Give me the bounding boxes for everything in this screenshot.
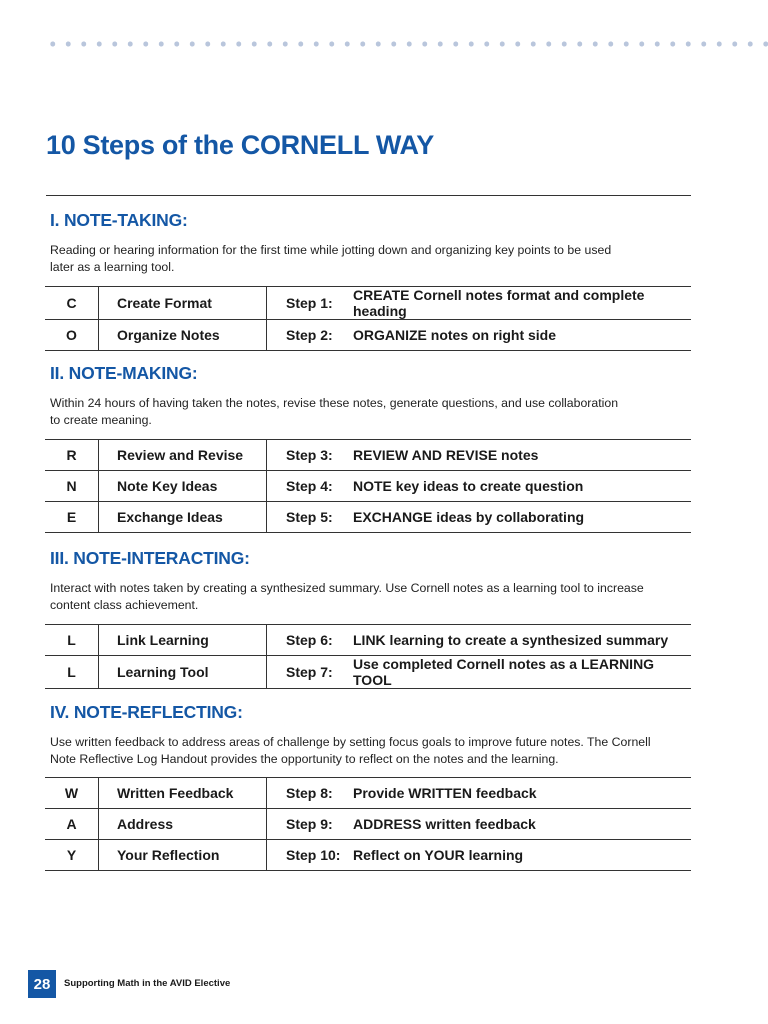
step-letter: W <box>45 778 99 809</box>
table-row <box>45 809 691 840</box>
step-letter: O <box>45 320 99 351</box>
step-description: REVIEW AND REVISE notes <box>353 440 691 471</box>
step-letter: N <box>45 471 99 502</box>
step-number: Step 3: <box>267 440 354 471</box>
step-number: Step 1: <box>267 287 354 320</box>
table-row <box>45 320 691 351</box>
section-description: Use written feedback to address areas of challenge by setting focus goals to improve future notes. The Cornell Note Reflective Log Handout provides the opportunity to reflect on the notes and the learning. <box>50 735 651 766</box>
steps-table-note-interacting <box>45 624 691 689</box>
step-name: Address <box>99 809 267 840</box>
table-row <box>45 656 691 689</box>
step-name: Review and Revise <box>99 440 267 471</box>
step-description: LINK learning to create a synthesized summary <box>353 625 691 656</box>
table-row <box>45 440 691 471</box>
step-name: Written Feedback <box>99 778 267 809</box>
step-number: Step 10: <box>267 840 354 871</box>
step-number: Step 7: <box>267 656 354 689</box>
step-letter: L <box>45 625 99 656</box>
step-name: Exchange Ideas <box>99 502 267 533</box>
table-row <box>45 625 691 656</box>
section-heading: II. NOTE-MAKING: <box>50 363 198 383</box>
step-letter: R <box>45 440 99 471</box>
table-row <box>45 840 691 871</box>
section-note-taking <box>50 210 690 276</box>
step-number: Step 6: <box>267 625 354 656</box>
table-row <box>45 502 691 533</box>
step-letter: C <box>45 287 99 320</box>
step-letter: A <box>45 809 99 840</box>
step-number: Step 4: <box>267 471 354 502</box>
step-description: ADDRESS written feedback <box>353 809 691 840</box>
steps-table-note-making <box>45 439 691 533</box>
table-row <box>45 471 691 502</box>
step-number: Step 5: <box>267 502 354 533</box>
step-description: CREATE Cornell notes format and complete heading <box>353 287 691 320</box>
step-number: Step 9: <box>267 809 354 840</box>
step-description: Use completed Cornell notes as a LEARNING TOOL <box>353 656 691 689</box>
step-letter: Y <box>45 840 99 871</box>
step-name: Learning Tool <box>99 656 267 689</box>
section-description: Reading or hearing information for the first time while jotting down and organizing key points to be used later as a learning tool. <box>50 243 612 274</box>
step-description: EXCHANGE ideas by collaborating <box>353 502 691 533</box>
step-name: Your Reflection <box>99 840 267 871</box>
step-number: Step 2: <box>267 320 354 351</box>
step-description: Provide WRITTEN feedback <box>353 778 691 809</box>
section-description: Interact with notes taken by creating a synthesized summary. Use Cornell notes as a learning tool to increase content class achievement. <box>50 581 644 612</box>
section-note-interacting <box>50 548 690 614</box>
step-description: ORGANIZE notes on right side <box>353 320 691 351</box>
step-number: Step 8: <box>267 778 354 809</box>
page-title: 10 Steps of the CORNELL WAY <box>46 130 434 160</box>
title-divider <box>46 195 691 196</box>
table-row <box>45 778 691 809</box>
step-name: Create Format <box>99 287 267 320</box>
table-row <box>45 287 691 320</box>
section-description: Within 24 hours of having taken the notes, revise these notes, generate questions, and use collaboration to create meaning. <box>50 396 619 427</box>
section-heading: IV. NOTE-REFLECTING: <box>50 702 243 722</box>
step-letter: L <box>45 656 99 689</box>
section-heading: III. NOTE-INTERACTING: <box>50 548 250 568</box>
step-name: Organize Notes <box>99 320 267 351</box>
step-description: Reflect on YOUR learning <box>353 840 691 871</box>
steps-table-note-taking <box>45 286 691 351</box>
page-number-badge: 28 <box>28 970 56 998</box>
steps-table-note-reflecting <box>45 777 691 871</box>
step-name: Link Learning <box>99 625 267 656</box>
section-note-reflecting <box>50 702 690 768</box>
footer-text: Supporting Math in the AVID Elective <box>64 978 231 989</box>
section-note-making <box>50 363 690 429</box>
step-description: NOTE key ideas to create question <box>353 471 691 502</box>
section-heading: I. NOTE-TAKING: <box>50 210 188 230</box>
step-name: Note Key Ideas <box>99 471 267 502</box>
step-letter: E <box>45 502 99 533</box>
dotted-border <box>45 40 768 48</box>
